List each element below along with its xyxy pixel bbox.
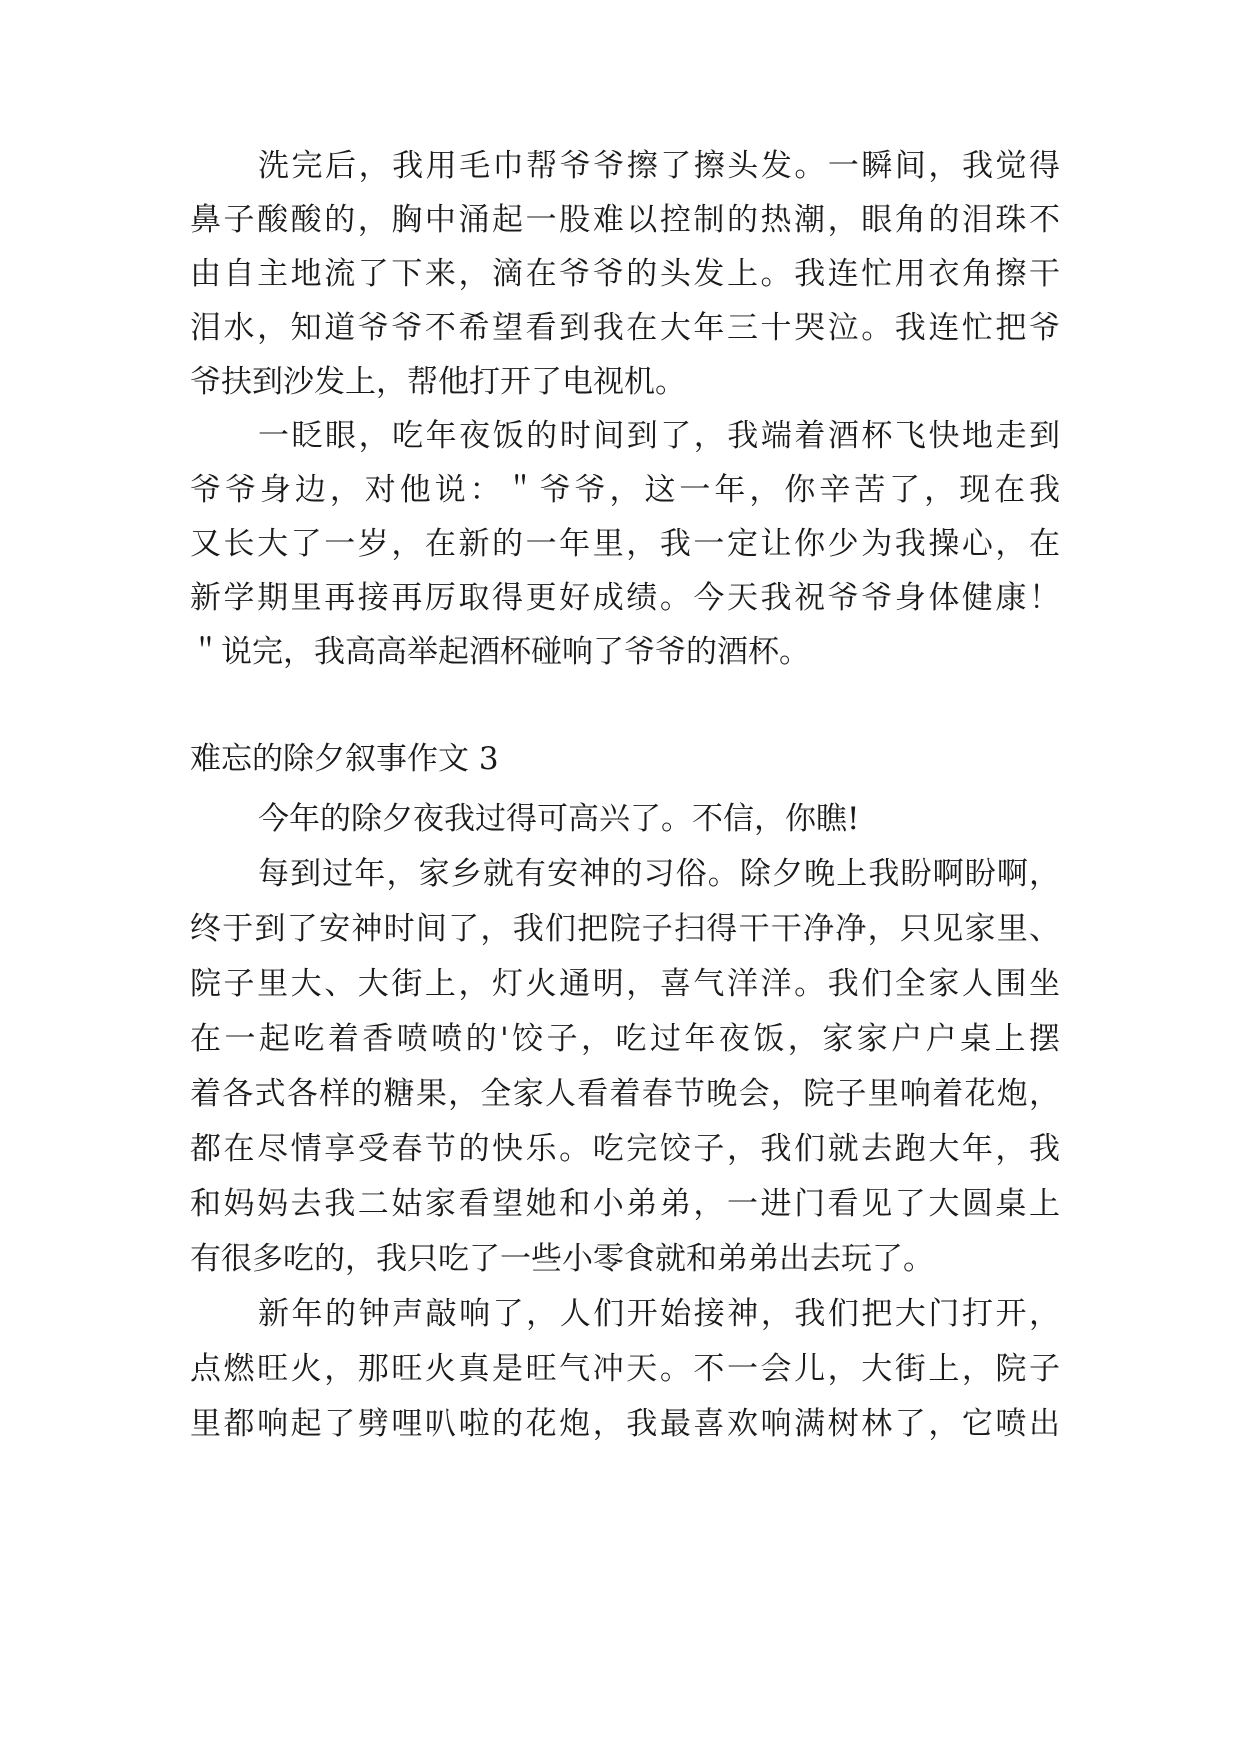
paragraph-line: 院子里大、大街上，灯火通明，喜气洋洋。我们全家人围坐 (190, 966, 1060, 1002)
paragraph-line: 在一起吃着香喷喷的'饺子，吃过年夜饭，家家户户桌上摆 (190, 1021, 1060, 1057)
paragraph-line: 都在尽情享受春节的快乐。吃完饺子，我们就去跑大年，我 (190, 1131, 1060, 1167)
paragraph-line: 和妈妈去我二姑家看望她和小弟弟，一进门看见了大圆桌上 (190, 1186, 1060, 1222)
section-heading: 难忘的除夕叙事作文 3 (190, 741, 499, 777)
paragraph-line: 里都响起了劈哩叭啦的花炮，我最喜欢响满树林了，它喷出 (190, 1406, 1060, 1442)
paragraph-line: 有很多吃的，我只吃了一些小零食就和弟弟出去玩了。 (190, 1241, 934, 1277)
paragraph-line: 着各式各样的糖果，全家人看着春节晚会，院子里响着花炮， (190, 1076, 1060, 1112)
paragraph-line: ＂说完，我高高举起酒杯碰响了爷爷的酒杯。 (190, 634, 810, 670)
paragraph-line: 新年的钟声敲响了，人们开始接神，我们把大门打开， (258, 1296, 1060, 1332)
paragraph-line: 今年的除夕夜我过得可高兴了。不信，你瞧! (258, 801, 860, 837)
paragraph-line: 爷爷身边，对他说：＂爷爷，这一年，你辛苦了，现在我 (190, 472, 1060, 508)
paragraph-line: 终于到了安神时间了，我们把院子扫得干干净净，只见家里、 (190, 911, 1060, 947)
paragraph-line: 又长大了一岁，在新的一年里，我一定让你少为我操心，在 (190, 526, 1060, 562)
paragraph-line: 由自主地流了下来，滴在爷爷的头发上。我连忙用衣角擦干 (190, 256, 1060, 292)
paragraph-line: 爷扶到沙发上，帮他打开了电视机。 (190, 364, 686, 400)
paragraph-line: 点燃旺火，那旺火真是旺气冲天。不一会儿，大街上，院子 (190, 1351, 1060, 1387)
paragraph-line: 鼻子酸酸的，胸中涌起一股难以控制的热潮，眼角的泪珠不 (190, 202, 1060, 238)
paragraph-line: 洗完后，我用毛巾帮爷爷擦了擦头发。一瞬间，我觉得 (258, 148, 1060, 184)
paragraph-line: 泪水，知道爷爷不希望看到我在大年三十哭泣。我连忙把爷 (190, 310, 1060, 346)
paragraph-line: 新学期里再接再厉取得更好成绩。今天我祝爷爷身体健康！ (190, 580, 1060, 616)
paragraph-line: 一眨眼，吃年夜饭的时间到了，我端着酒杯飞快地走到 (258, 418, 1060, 454)
paragraph-line: 每到过年，家乡就有安神的习俗。除夕晚上我盼啊盼啊， (258, 856, 1060, 892)
